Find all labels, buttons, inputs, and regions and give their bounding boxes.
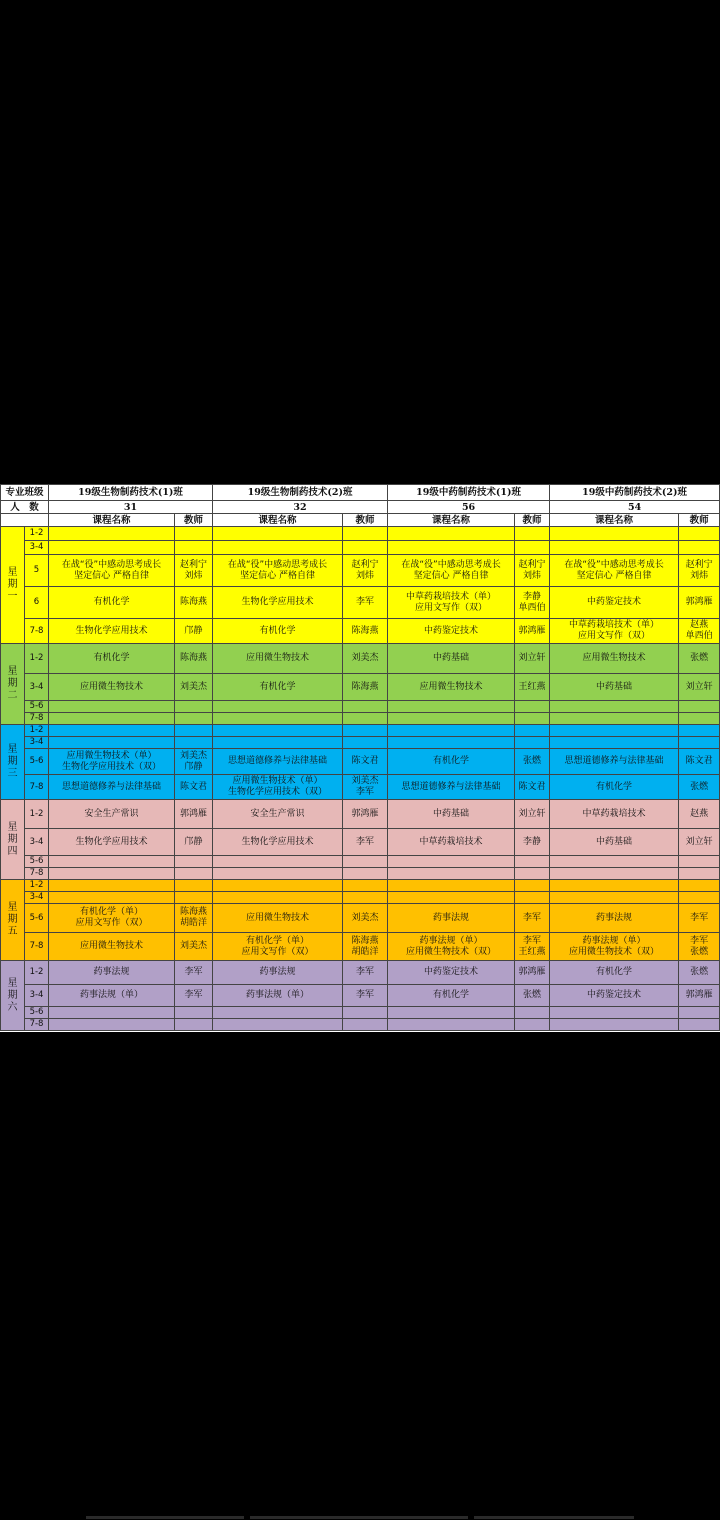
weekday-label: 星 期 五	[1, 880, 25, 961]
course-cell	[388, 856, 515, 868]
teacher-cell	[515, 701, 550, 713]
teacher-cell: 张燃	[679, 644, 720, 674]
teacher-cell	[679, 856, 720, 868]
corner-blank	[1, 514, 49, 527]
course-cell: 药事法规	[213, 961, 343, 985]
column-header-row	[1, 514, 720, 527]
teacher-cell: 刘美杰	[343, 904, 388, 933]
period-label: 7-8	[25, 933, 49, 961]
teacher-cell	[515, 713, 550, 725]
teacher-cell: 陈海燕	[175, 644, 213, 674]
course-cell	[213, 701, 343, 713]
course-cell	[49, 527, 175, 541]
schedule-row	[1, 644, 720, 674]
class-name-2: 19级生物制药技术(2)班	[213, 485, 388, 501]
course-cell: 生物化学应用技术	[49, 829, 175, 856]
period-label: 5-6	[25, 701, 49, 713]
course-cell	[213, 1019, 343, 1031]
system-navigation-bar	[0, 1508, 720, 1520]
course-cell: 中药基础	[550, 674, 679, 701]
teacher-cell: 赵燕	[679, 800, 720, 829]
nav-segment	[86, 1516, 244, 1519]
course-cell	[213, 541, 343, 555]
teacher-cell: 李军	[343, 829, 388, 856]
teacher-cell	[679, 892, 720, 904]
teacher-cell	[343, 856, 388, 868]
course-cell: 在战“役”中感动思考成长 坚定信心 严格自律	[213, 555, 343, 587]
weekday-label: 星 期 二	[1, 644, 25, 725]
course-cell: 思想道德修养与法律基础	[388, 775, 515, 800]
teacher-cell: 邝静	[175, 829, 213, 856]
teacher-cell	[343, 868, 388, 880]
schedule-row	[1, 856, 720, 868]
teacher-cell: 陈文君	[343, 749, 388, 775]
teacher-cell	[343, 880, 388, 892]
class-name-4: 19级中药制药技术(2)班	[550, 485, 720, 501]
teacher-cell: 张燃	[679, 775, 720, 800]
teacher-cell: 赵利宁 刘炜	[175, 555, 213, 587]
course-cell	[388, 541, 515, 555]
course-cell	[550, 880, 679, 892]
course-cell: 有机化学	[213, 674, 343, 701]
course-cell	[550, 725, 679, 737]
teacher-cell	[679, 541, 720, 555]
course-cell	[550, 713, 679, 725]
course-cell	[49, 880, 175, 892]
course-cell	[213, 713, 343, 725]
teacher-cell	[175, 541, 213, 555]
student-count-row	[1, 501, 720, 514]
course-cell	[550, 701, 679, 713]
schedule-row	[1, 868, 720, 880]
course-cell	[49, 1007, 175, 1019]
nav-segment	[250, 1516, 468, 1519]
course-cell: 思想道德修养与法律基础	[550, 749, 679, 775]
course-cell	[49, 701, 175, 713]
teacher-cell	[175, 1019, 213, 1031]
course-cell: 有机化学	[550, 775, 679, 800]
period-label: 7-8	[25, 619, 49, 644]
course-cell: 有机化学	[49, 587, 175, 619]
period-label: 3-4	[25, 541, 49, 555]
weekday-label: 星 期 一	[1, 527, 25, 644]
teacher-cell: 李军	[679, 904, 720, 933]
course-cell: 在战“役”中感动思考成长 坚定信心 严格自律	[49, 555, 175, 587]
course-cell: 在战“役”中感动思考成长 坚定信心 严格自律	[388, 555, 515, 587]
course-name-header: 课程名称	[550, 514, 679, 527]
teacher-cell	[515, 737, 550, 749]
teacher-cell	[515, 856, 550, 868]
course-cell: 应用微生物技术	[49, 674, 175, 701]
course-cell: 有机化学	[550, 961, 679, 985]
teacher-cell: 刘立轩	[679, 674, 720, 701]
teacher-cell	[343, 725, 388, 737]
teacher-cell	[175, 1007, 213, 1019]
course-cell: 药事法规	[388, 904, 515, 933]
course-cell: 中草药栽培技术	[388, 829, 515, 856]
course-name-header: 课程名称	[388, 514, 515, 527]
teacher-cell	[343, 1019, 388, 1031]
teacher-cell	[515, 880, 550, 892]
schedule-row	[1, 800, 720, 829]
teacher-cell: 陈海燕	[343, 674, 388, 701]
schedule-row	[1, 555, 720, 587]
course-cell	[550, 892, 679, 904]
period-label: 1-2	[25, 800, 49, 829]
schedule-row	[1, 725, 720, 737]
course-cell: 有机化学（单） 应用文写作（双）	[213, 933, 343, 961]
course-cell: 药事法规	[550, 904, 679, 933]
class-name-1: 19级生物制药技术(1)班	[49, 485, 213, 501]
course-cell: 有机化学	[388, 749, 515, 775]
teacher-cell: 刘美杰	[343, 644, 388, 674]
teacher-cell	[515, 1019, 550, 1031]
course-cell: 有机化学	[49, 644, 175, 674]
teacher-cell: 刘立轩	[515, 644, 550, 674]
teacher-cell	[515, 892, 550, 904]
class-header-row	[1, 485, 720, 501]
schedule-row	[1, 775, 720, 800]
period-label: 3-4	[25, 829, 49, 856]
course-cell: 有机化学（单） 应用文写作（双）	[49, 904, 175, 933]
course-cell: 中草药栽培技术（单） 应用文写作（双）	[388, 587, 515, 619]
course-cell: 在战“役”中感动思考成长 坚定信心 严格自律	[550, 555, 679, 587]
teacher-cell: 郭鸿雁	[679, 985, 720, 1007]
teacher-cell	[679, 701, 720, 713]
teacher-cell: 张燃	[679, 961, 720, 985]
schedule-row	[1, 619, 720, 644]
course-name-header: 课程名称	[213, 514, 343, 527]
schedule-row	[1, 587, 720, 619]
course-cell	[213, 856, 343, 868]
course-cell: 药事法规（单） 应用微生物技术（双）	[550, 933, 679, 961]
teacher-cell	[343, 701, 388, 713]
weekday-label: 星 期 四	[1, 800, 25, 880]
student-count-1: 31	[49, 501, 213, 514]
teacher-cell: 郭鸿雁	[679, 587, 720, 619]
weekday-label: 星 期 三	[1, 725, 25, 800]
course-cell	[213, 880, 343, 892]
teacher-cell: 刘美杰 李军	[343, 775, 388, 800]
weekday-label: 星 期 六	[1, 961, 25, 1031]
teacher-cell	[175, 527, 213, 541]
teacher-cell: 张燃	[515, 985, 550, 1007]
teacher-cell: 李军	[175, 985, 213, 1007]
course-cell	[388, 868, 515, 880]
teacher-cell	[175, 868, 213, 880]
course-cell: 药事法规（单）	[49, 985, 175, 1007]
period-label: 1-2	[25, 961, 49, 985]
teacher-cell: 刘美杰 邝静	[175, 749, 213, 775]
course-cell	[388, 527, 515, 541]
teacher-cell: 刘立轩	[679, 829, 720, 856]
course-cell: 应用微生物技术	[213, 644, 343, 674]
course-cell	[49, 1019, 175, 1031]
course-cell: 中药基础	[550, 829, 679, 856]
teacher-cell	[679, 1019, 720, 1031]
teacher-cell	[679, 713, 720, 725]
schedule-row	[1, 701, 720, 713]
period-label: 7-8	[25, 713, 49, 725]
course-cell	[388, 1019, 515, 1031]
period-label: 5-6	[25, 904, 49, 933]
course-cell: 药事法规（单）	[213, 985, 343, 1007]
teacher-cell: 张燃	[515, 749, 550, 775]
teacher-header: 教师	[343, 514, 388, 527]
schedule-row	[1, 904, 720, 933]
course-cell	[550, 868, 679, 880]
course-name-header: 课程名称	[49, 514, 175, 527]
period-label: 3-4	[25, 892, 49, 904]
course-cell: 中药鉴定技术	[550, 587, 679, 619]
student-count-label: 人 数	[1, 501, 49, 514]
schedule-row	[1, 527, 720, 541]
course-cell: 有机化学	[213, 619, 343, 644]
course-cell: 思想道德修养与法律基础	[49, 775, 175, 800]
teacher-cell: 赵燕 单西伯	[679, 619, 720, 644]
schedule-row	[1, 961, 720, 985]
course-cell: 有机化学	[388, 985, 515, 1007]
teacher-cell: 刘美杰	[175, 674, 213, 701]
course-cell	[550, 737, 679, 749]
teacher-cell	[343, 1007, 388, 1019]
teacher-cell	[515, 1007, 550, 1019]
schedule-row	[1, 737, 720, 749]
course-cell	[550, 527, 679, 541]
teacher-cell: 赵利宁 刘炜	[515, 555, 550, 587]
period-label: 5-6	[25, 856, 49, 868]
course-cell	[550, 856, 679, 868]
course-cell	[49, 541, 175, 555]
teacher-cell	[343, 713, 388, 725]
teacher-cell: 郭鸿雁	[343, 800, 388, 829]
student-count-2: 32	[213, 501, 388, 514]
teacher-cell	[515, 541, 550, 555]
teacher-cell: 李静	[515, 829, 550, 856]
course-cell: 中药鉴定技术	[388, 961, 515, 985]
course-cell	[213, 527, 343, 541]
period-label: 1-2	[25, 880, 49, 892]
teacher-cell: 李军	[515, 904, 550, 933]
schedule-row	[1, 892, 720, 904]
course-cell: 中药鉴定技术	[550, 985, 679, 1007]
teacher-cell: 李军 张燃	[679, 933, 720, 961]
class-name-3: 19级中药制药技术(1)班	[388, 485, 550, 501]
period-label: 1-2	[25, 527, 49, 541]
period-label: 5	[25, 555, 49, 587]
course-cell	[49, 713, 175, 725]
course-cell: 中草药栽培技术（单） 应用文写作（双）	[550, 619, 679, 644]
course-cell: 药事法规	[49, 961, 175, 985]
course-cell	[388, 713, 515, 725]
teacher-cell	[175, 880, 213, 892]
teacher-header: 教师	[679, 514, 720, 527]
teacher-cell	[679, 527, 720, 541]
teacher-cell	[679, 868, 720, 880]
teacher-cell: 李军	[175, 961, 213, 985]
period-label: 5-6	[25, 749, 49, 775]
teacher-cell	[175, 713, 213, 725]
teacher-cell: 李军	[343, 985, 388, 1007]
course-cell	[550, 1007, 679, 1019]
period-label: 7-8	[25, 775, 49, 800]
course-cell: 生物化学应用技术	[49, 619, 175, 644]
teacher-cell: 刘立轩	[515, 800, 550, 829]
course-cell	[49, 737, 175, 749]
teacher-cell: 李军 王红燕	[515, 933, 550, 961]
teacher-cell: 郭鸿雁	[175, 800, 213, 829]
period-label: 6	[25, 587, 49, 619]
course-cell	[388, 880, 515, 892]
teacher-cell	[175, 701, 213, 713]
course-cell: 安全生产常识	[213, 800, 343, 829]
course-cell: 中药基础	[388, 800, 515, 829]
teacher-cell	[679, 880, 720, 892]
teacher-cell: 赵利宁 刘炜	[679, 555, 720, 587]
teacher-cell	[679, 737, 720, 749]
course-cell	[213, 1007, 343, 1019]
course-cell: 应用微生物技术	[213, 904, 343, 933]
course-cell: 中草药栽培技术	[550, 800, 679, 829]
teacher-cell: 陈海燕	[175, 587, 213, 619]
course-cell: 生物化学应用技术	[213, 829, 343, 856]
teacher-cell: 李军	[343, 587, 388, 619]
teacher-cell	[343, 527, 388, 541]
teacher-cell	[515, 527, 550, 541]
schedule-row	[1, 829, 720, 856]
course-cell: 药事法规（单） 应用微生物技术（双）	[388, 933, 515, 961]
course-cell: 应用微生物技术	[388, 674, 515, 701]
teacher-cell: 郭鸿雁	[515, 619, 550, 644]
course-cell: 生物化学应用技术	[213, 587, 343, 619]
period-label: 3-4	[25, 985, 49, 1007]
teacher-cell: 刘美杰	[175, 933, 213, 961]
teacher-cell	[175, 856, 213, 868]
schedule-row	[1, 713, 720, 725]
course-cell	[49, 856, 175, 868]
course-cell: 安全生产常识	[49, 800, 175, 829]
teacher-cell: 邝静	[175, 619, 213, 644]
timetable-sheet	[0, 484, 720, 1032]
schedule-row	[1, 985, 720, 1007]
teacher-cell	[175, 737, 213, 749]
teacher-cell: 李军	[343, 961, 388, 985]
course-cell	[550, 1019, 679, 1031]
teacher-cell	[343, 737, 388, 749]
course-cell	[388, 892, 515, 904]
course-cell: 应用微生物技术（单） 生物化学应用技术（双）	[213, 775, 343, 800]
teacher-cell: 陈海燕	[343, 619, 388, 644]
teacher-cell	[175, 892, 213, 904]
teacher-cell	[679, 1007, 720, 1019]
student-count-4: 54	[550, 501, 720, 514]
period-label: 7-8	[25, 868, 49, 880]
teacher-cell: 陈海燕 胡皓洋	[343, 933, 388, 961]
period-label: 1-2	[25, 725, 49, 737]
teacher-header: 教师	[175, 514, 213, 527]
course-cell: 应用微生物技术	[550, 644, 679, 674]
teacher-cell	[515, 868, 550, 880]
course-cell	[388, 737, 515, 749]
course-cell: 中药鉴定技术	[388, 619, 515, 644]
course-cell	[49, 725, 175, 737]
course-cell	[550, 541, 679, 555]
course-cell	[213, 725, 343, 737]
teacher-cell: 陈海燕 胡皓洋	[175, 904, 213, 933]
schedule-row	[1, 880, 720, 892]
course-cell: 思想道德修养与法律基础	[213, 749, 343, 775]
course-cell	[49, 892, 175, 904]
teacher-cell	[343, 541, 388, 555]
schedule-row	[1, 1019, 720, 1031]
period-label: 3-4	[25, 674, 49, 701]
teacher-cell: 陈文君	[679, 749, 720, 775]
teacher-cell: 陈文君	[175, 775, 213, 800]
course-cell	[388, 725, 515, 737]
course-cell	[388, 701, 515, 713]
schedule-row	[1, 933, 720, 961]
course-cell: 应用微生物技术（单） 生物化学应用技术（双）	[49, 749, 175, 775]
teacher-cell: 郭鸿雁	[515, 961, 550, 985]
course-cell: 中药基础	[388, 644, 515, 674]
nav-segment	[474, 1516, 634, 1519]
period-label: 7-8	[25, 1019, 49, 1031]
teacher-cell: 陈文君	[515, 775, 550, 800]
schedule-row	[1, 749, 720, 775]
schedule-row	[1, 674, 720, 701]
course-cell	[49, 868, 175, 880]
course-cell	[213, 737, 343, 749]
teacher-cell	[515, 725, 550, 737]
teacher-cell	[175, 725, 213, 737]
major-class-label: 专业班级	[1, 485, 49, 501]
course-cell	[388, 1007, 515, 1019]
course-cell	[213, 868, 343, 880]
teacher-cell	[679, 725, 720, 737]
course-cell: 应用微生物技术	[49, 933, 175, 961]
teacher-cell: 赵利宁 刘炜	[343, 555, 388, 587]
period-label: 5-6	[25, 1007, 49, 1019]
teacher-header: 教师	[515, 514, 550, 527]
schedule-row	[1, 541, 720, 555]
course-cell	[213, 892, 343, 904]
period-label: 1-2	[25, 644, 49, 674]
schedule-row	[1, 1007, 720, 1019]
timetable	[0, 484, 720, 1031]
teacher-cell	[343, 892, 388, 904]
student-count-3: 56	[388, 501, 550, 514]
teacher-cell: 李静 单西伯	[515, 587, 550, 619]
teacher-cell: 王红燕	[515, 674, 550, 701]
period-label: 3-4	[25, 737, 49, 749]
